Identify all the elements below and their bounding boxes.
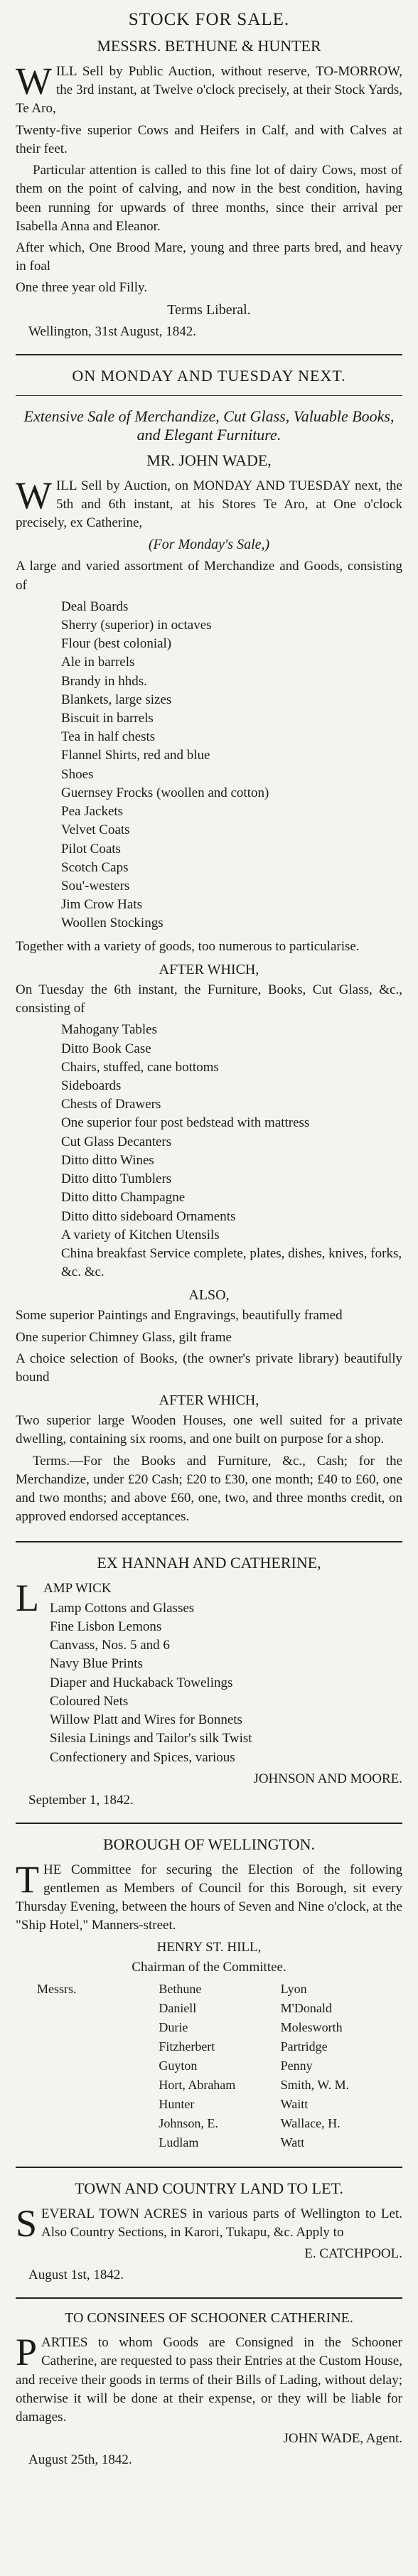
body-paragraph: WILL Sell by Auction, on MONDAY AND TUESDAY next, the 5th and 6th instant, at his Stores Te Aro, at One o'clock precisely, ex Catherine, [16, 473, 402, 531]
dateline: August 1st, 1842. [28, 2268, 124, 2283]
member-name: Smith, W. M. [280, 2077, 350, 2092]
dateline: August 25th, 1842. [28, 2452, 132, 2468]
names-column-2 [281, 1980, 402, 2152]
list-item: Lamp Cottons and Glasses [50, 1600, 195, 1616]
list-item: Diaper and Huckaback Towelings [50, 1675, 233, 1690]
signoff: JOHNSON AND MOORE. [253, 1771, 402, 1786]
list-item: Guernsey Frocks (woollen and cotton) [61, 785, 269, 800]
member-name: Johnson, E. [159, 2115, 218, 2130]
terms-paragraph: Terms.—For the Books and Furniture, &c., Cash; for the Merchandize, under £20 Cash; £20 to £30, one month; £40 to £60, one and two months; and above £60, one, two, and three months credit, on approved endorsed acceptances. [16, 1453, 402, 1525]
member-name: Watt [280, 2135, 305, 2150]
body-paragraph: Particular attention is called to this fine lot of dairy Cows, most of them on the point of calving, and now in the best condition, having been running for upwards of three months, since their arrival per Isabella Anna and Eleanor. [16, 163, 402, 234]
signoff: JOHN WADE, Agent. [283, 2431, 402, 2447]
list-item: Confectionery and Spices, various [50, 1749, 235, 1765]
items-list [16, 1599, 402, 1767]
body-paragraph: On Tuesday the 6th instant, the Furniture, Books, Cut Glass, &c., consisting of [16, 982, 402, 1016]
agent-name: E. CATCHPOOL. [304, 2246, 402, 2262]
list-item: Ale in barrels [61, 655, 135, 670]
headline: TOWN AND COUNTRY LAND TO LET. [75, 2179, 343, 2197]
list-item: Sou'-westers [61, 879, 130, 893]
list-item: Cut Glass Decanters [61, 1134, 172, 1149]
body-line: One three year old Filly. [16, 280, 148, 296]
divider [16, 395, 402, 396]
list-item: Tea in half chests [61, 729, 156, 745]
names-column-1 [159, 1980, 280, 2152]
body-paragraph: THE Committee for securing the Election of the following gentlemen as Members of Council for this Borough, sit every Thursday Evening, between the hours of Seven and Nine o'clock, at the "Ship Hotel," Manners-street. [16, 1857, 402, 1933]
list-item: Pilot Coats [61, 841, 121, 857]
dateline: Wellington, 31st August, 1842. [28, 323, 196, 339]
list-item: Willow Platt and Wires for Bonnets [50, 1712, 242, 1728]
list-item: Scotch Caps [61, 859, 129, 875]
member-name: Durie [159, 2019, 188, 2034]
list-item: One superior four post bedstead with mattress [61, 1115, 310, 1131]
list-item: Velvet Coats [61, 822, 130, 838]
advert-borough-wellington [16, 1835, 402, 2152]
lead-item: LAMP WICK [16, 1576, 112, 1619]
list-item: Brandy in hhds. [61, 673, 147, 689]
list-item: Chests of Drawers [61, 1097, 161, 1112]
list-item: Canvass, Nos. 5 and 6 [50, 1638, 170, 1653]
list-item: Biscuit in barrels [61, 711, 154, 726]
member-name: Penny [280, 2058, 313, 2073]
advert-stock-for-sale [16, 10, 402, 340]
body-paragraph: Some superior Paintings and Engravings, beautifully framed [16, 1308, 343, 1324]
body-paragraph: SEVERAL TOWN ACRES in various parts of Wellington to Let. Also Country Sections, in Karori, Tukapu, &c. Apply to [16, 2201, 402, 2245]
chairman-name: HENRY ST. HILL, [156, 1939, 262, 1955]
member-name: Ludlam [159, 2135, 199, 2150]
list-item: A variety of Kitchen Utensils [61, 1227, 220, 1243]
body-line: Twenty-five superior Cows and Heifers in Calf, and with Calves at their feet. [16, 122, 402, 156]
list-item: Flannel Shirts, red and blue [61, 748, 210, 763]
list-item: Ditto ditto Tumblers [61, 1171, 172, 1187]
divider [16, 354, 402, 355]
headline: TO CONSINEES OF SCHOONER CATHERINE. [65, 2310, 353, 2327]
list-item: Mahogany Tables [61, 1022, 157, 1038]
list-item: Flour (best colonial) [61, 636, 172, 652]
furniture-list [16, 1021, 402, 1282]
chairman-title: Chairman of the Committee. [132, 1959, 286, 1975]
auctioneer-name: MESSRS. BETHUNE & HUNTER [97, 37, 321, 55]
list-item: Fine Lisbon Lemons [50, 1619, 162, 1634]
sale-day-label: (For Monday's Sale,) [148, 537, 270, 553]
list-item: Ditto ditto Champagne [61, 1190, 186, 1206]
body-paragraph: PARTIES to whom Goods are Consigned in the Schooner Catherine, are requested to pass their Entries at the Custom House, and receive their goods in terms of their Bills of Lading, without delay; otherwise it will be done at their expense, or they will be liable for damages. [16, 2331, 402, 2425]
list-item: Chairs, stuffed, cane bottoms [61, 1059, 219, 1075]
member-name: Bethune [159, 1981, 202, 1996]
headline: ON MONDAY AND TUESDAY NEXT. [72, 366, 346, 385]
body-paragraph: A choice selection of Books, (the owner's private library) beautifully bound [16, 1351, 402, 1385]
subhead: Extensive Sale of Merchandize, Cut Glass, Valuable Books, and Elegant Furniture. [23, 407, 395, 444]
divider [16, 1823, 402, 1824]
advert-schooner-catherine [16, 2310, 402, 2468]
list-item: Coloured Nets [50, 1693, 129, 1709]
member-name: Wallace, H. [280, 2115, 341, 2130]
advert-merchandize-sale [16, 367, 402, 1527]
headline: EX HANNAH AND CATHERINE, [97, 1553, 321, 1572]
list-item: Ditto Book Case [61, 1041, 151, 1056]
list-item: Navy Blue Prints [50, 1656, 143, 1672]
auctioneer-name: MR. JOHN WADE, [146, 451, 272, 469]
goods-list [16, 598, 402, 933]
divider [16, 1541, 402, 1542]
member-name: Hort, Abraham [159, 2077, 236, 2092]
body-line: After which, One Brood Mare, young and three parts bred, and heavy in foal [16, 240, 402, 274]
advert-land-to-let [16, 2179, 402, 2283]
list-item: Deal Boards [61, 599, 129, 614]
member-name: Lyon [280, 1981, 307, 1996]
section-label: AFTER WHICH, [159, 1392, 259, 1409]
advert-johnson-moore [16, 1554, 402, 1808]
messrs-label: Messrs. [37, 1981, 77, 1996]
section-label: AFTER WHICH, [159, 961, 259, 977]
dateline: September 1, 1842. [28, 1792, 134, 1808]
body-paragraph: Together with a variety of goods, too numerous to particularise. [16, 938, 360, 954]
committee-list [37, 1980, 402, 2152]
headline: BOROUGH OF WELLINGTON. [102, 1835, 315, 1853]
body-paragraph: Two superior large Wooden Houses, one well suited for a private dwelling, containing six rooms, and one built on purpose for a shop. [16, 1413, 402, 1447]
member-name: Waitt [280, 2096, 309, 2111]
list-item: Ditto ditto Wines [61, 1152, 154, 1168]
section-label: ALSO, [188, 1287, 230, 1304]
member-name: Molesworth [280, 2019, 343, 2034]
list-item: Sherry (superior) in octaves [61, 617, 212, 633]
headline: STOCK FOR SALE. [128, 10, 290, 29]
list-item: Shoes [61, 766, 94, 782]
list-item: Jim Crow Hats [61, 897, 142, 913]
body-paragraph: A large and varied assortment of Merchandize and Goods, consisting of [16, 559, 402, 593]
member-name: Partridge [280, 2039, 328, 2054]
terms: Terms Liberal. [167, 301, 251, 318]
list-item: Sideboards [61, 1078, 122, 1093]
list-item: China breakfast Service complete, plates, dishes, knives, forks, &c. &c. [61, 1245, 402, 1280]
member-name: M'Donald [280, 2000, 332, 2015]
divider [16, 2167, 402, 2168]
body-paragraph: One superior Chimney Glass, gilt frame [16, 1329, 232, 1345]
list-item: Ditto ditto sideboard Ornaments [61, 1208, 236, 1224]
member-name: Daniell [159, 2000, 197, 2015]
messrs-column [37, 1980, 159, 2152]
list-item: Woollen Stockings [61, 916, 164, 931]
member-name: Guyton [159, 2058, 198, 2073]
list-item: Pea Jackets [61, 804, 124, 820]
divider [16, 2297, 402, 2299]
body-paragraph: WILL Sell by Public Auction, without reserve, TO-MORROW, the 3rd instant, at Twelve o'clock precisely, at their Stock Yards, Te Aro, [16, 60, 402, 117]
member-name: Fitzherbert [159, 2039, 215, 2054]
list-item: Silesia Linings and Tailor's silk Twist [50, 1731, 252, 1746]
member-name: Hunter [159, 2096, 195, 2111]
list-item: Blankets, large sizes [61, 692, 172, 707]
